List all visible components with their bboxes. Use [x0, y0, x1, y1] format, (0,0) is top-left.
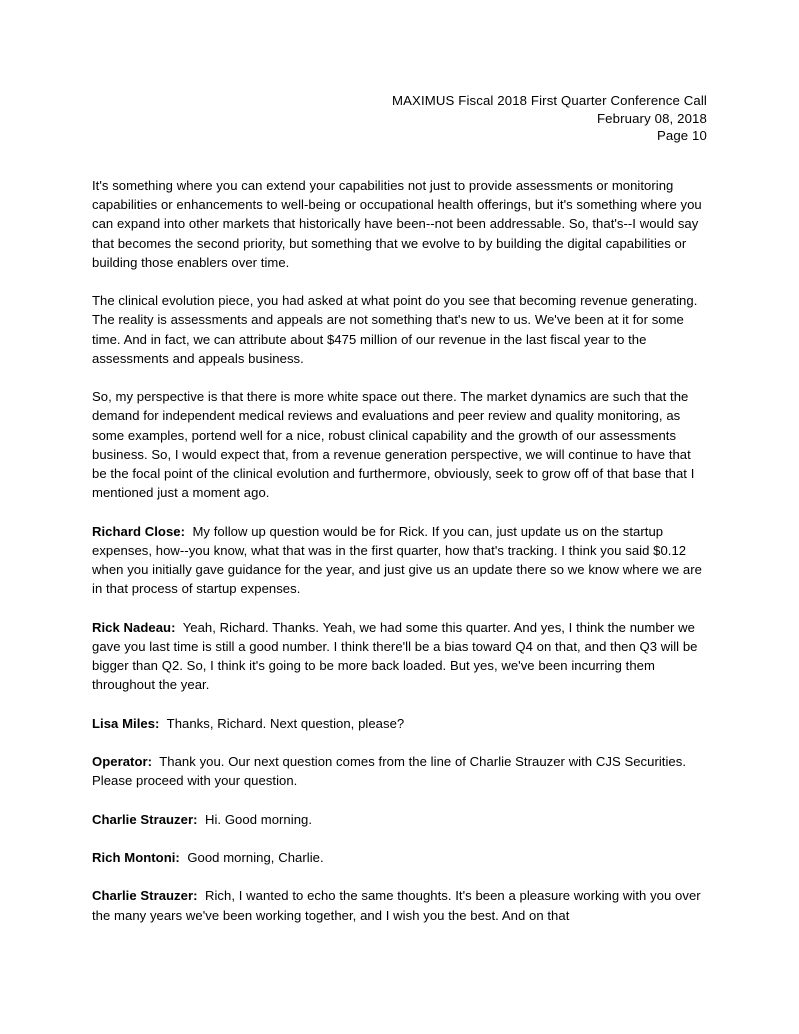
paragraph-text: Yeah, Richard. Thanks. Yeah, we had some this quarter. And yes, I think the number we gave you last time is still a good number. I think there'll be a bias toward Q4 on that, and then Q3 will be bigger than Q2. So, I think it's going to be more back loaded. But yes, we've been incurring them throughout the year. — [92, 619, 698, 693]
page-header — [92, 92, 707, 145]
transcript-paragraph-speaker — [92, 752, 708, 790]
speaker-label: Operator: — [92, 754, 153, 769]
transcript-paragraph-speaker — [92, 886, 708, 924]
paragraph-text: My follow up question would be for Rick. If you can, just update us on the startup expenses, how--you know, what that was in the first quarter, how that's tracking. I think you said $0.12 when you initially gave guidance for the year, and just give us an update there so we know where we are in that process of startup expenses. — [92, 523, 702, 597]
header-page-number: Page 10 — [656, 128, 707, 143]
speaker-separator — [159, 716, 166, 731]
speaker-label: Rick Nadeau: — [92, 619, 176, 635]
speaker-label: Richard Close: — [92, 523, 186, 539]
paragraph-text: Rich, I wanted to echo the same thoughts. It's been a pleasure working with you over the many years we've been working together, and I wish you the best. And on that — [92, 888, 701, 923]
speaker-separator — [198, 812, 205, 827]
header-date-line: February 08, 2018 — [596, 110, 707, 126]
paragraph-text: Hi. Good morning. — [204, 811, 313, 827]
speaker-separator — [175, 620, 182, 635]
speaker-label: Charlie Strauzer: — [92, 811, 198, 827]
transcript-paragraph — [92, 291, 708, 368]
transcript-paragraph — [92, 176, 708, 272]
transcript-paragraph-speaker — [92, 714, 708, 733]
paragraph-text: Thanks, Richard. Next question, please? — [166, 715, 405, 731]
speaker-label: Rich Montoni: — [92, 849, 180, 865]
paragraph-text: The clinical evolution piece, you had asked at what point do you see that becoming revenue generating. The reality is assessments and appeals are not something that's new to us. We've been at it for some time. And in fact, we can attribute about $475 million of our revenue in the last fiscal year to the assessments and appeals business. — [92, 293, 698, 366]
transcript-paragraph — [92, 387, 708, 502]
paragraph-text: It's something where you can extend your capabilities not just to provide assessments or monitoring capabilities or enhancements to well-being or occupational health offerings, but it's something where you can expand into other markets that historically have been--not been addressable. So, that's--I would say that becomes the second priority, but something that we evolve to by building the digital capabilities or building those enablers over time. — [92, 178, 702, 270]
speaker-separator — [198, 888, 205, 903]
speaker-label: Charlie Strauzer: — [92, 888, 198, 904]
transcript-paragraph-speaker — [92, 848, 708, 867]
transcript-paragraph-speaker — [92, 522, 708, 599]
paragraph-text: So, my perspective is that there is more white space out there. The market dynamics are such that the demand for independent medical reviews and evaluations and peer review and quality monitoring, as some examples, portend well for a nice, robust clinical capability and the growth of our assessments business. So, I would expect that, from a revenue generation perspective, we will continue to have that be the focal point of the clinical evolution and furthermore, obviously, seek to grow off of that base that I mentioned just a moment ago. — [92, 389, 695, 501]
header-title-line: MAXIMUS Fiscal 2018 First Quarter Conference Call — [391, 93, 707, 108]
speaker-label: Lisa Miles: — [92, 715, 160, 731]
paragraph-text: Good morning, Charlie. — [187, 849, 324, 865]
paragraph-text: Thank you. Our next question comes from the line of Charlie Strauzer with CJS Securities. Please proceed with your question. — [92, 754, 687, 789]
transcript-body — [92, 176, 708, 925]
transcript-paragraph-speaker — [92, 810, 708, 829]
transcript-paragraph-speaker — [92, 618, 708, 695]
